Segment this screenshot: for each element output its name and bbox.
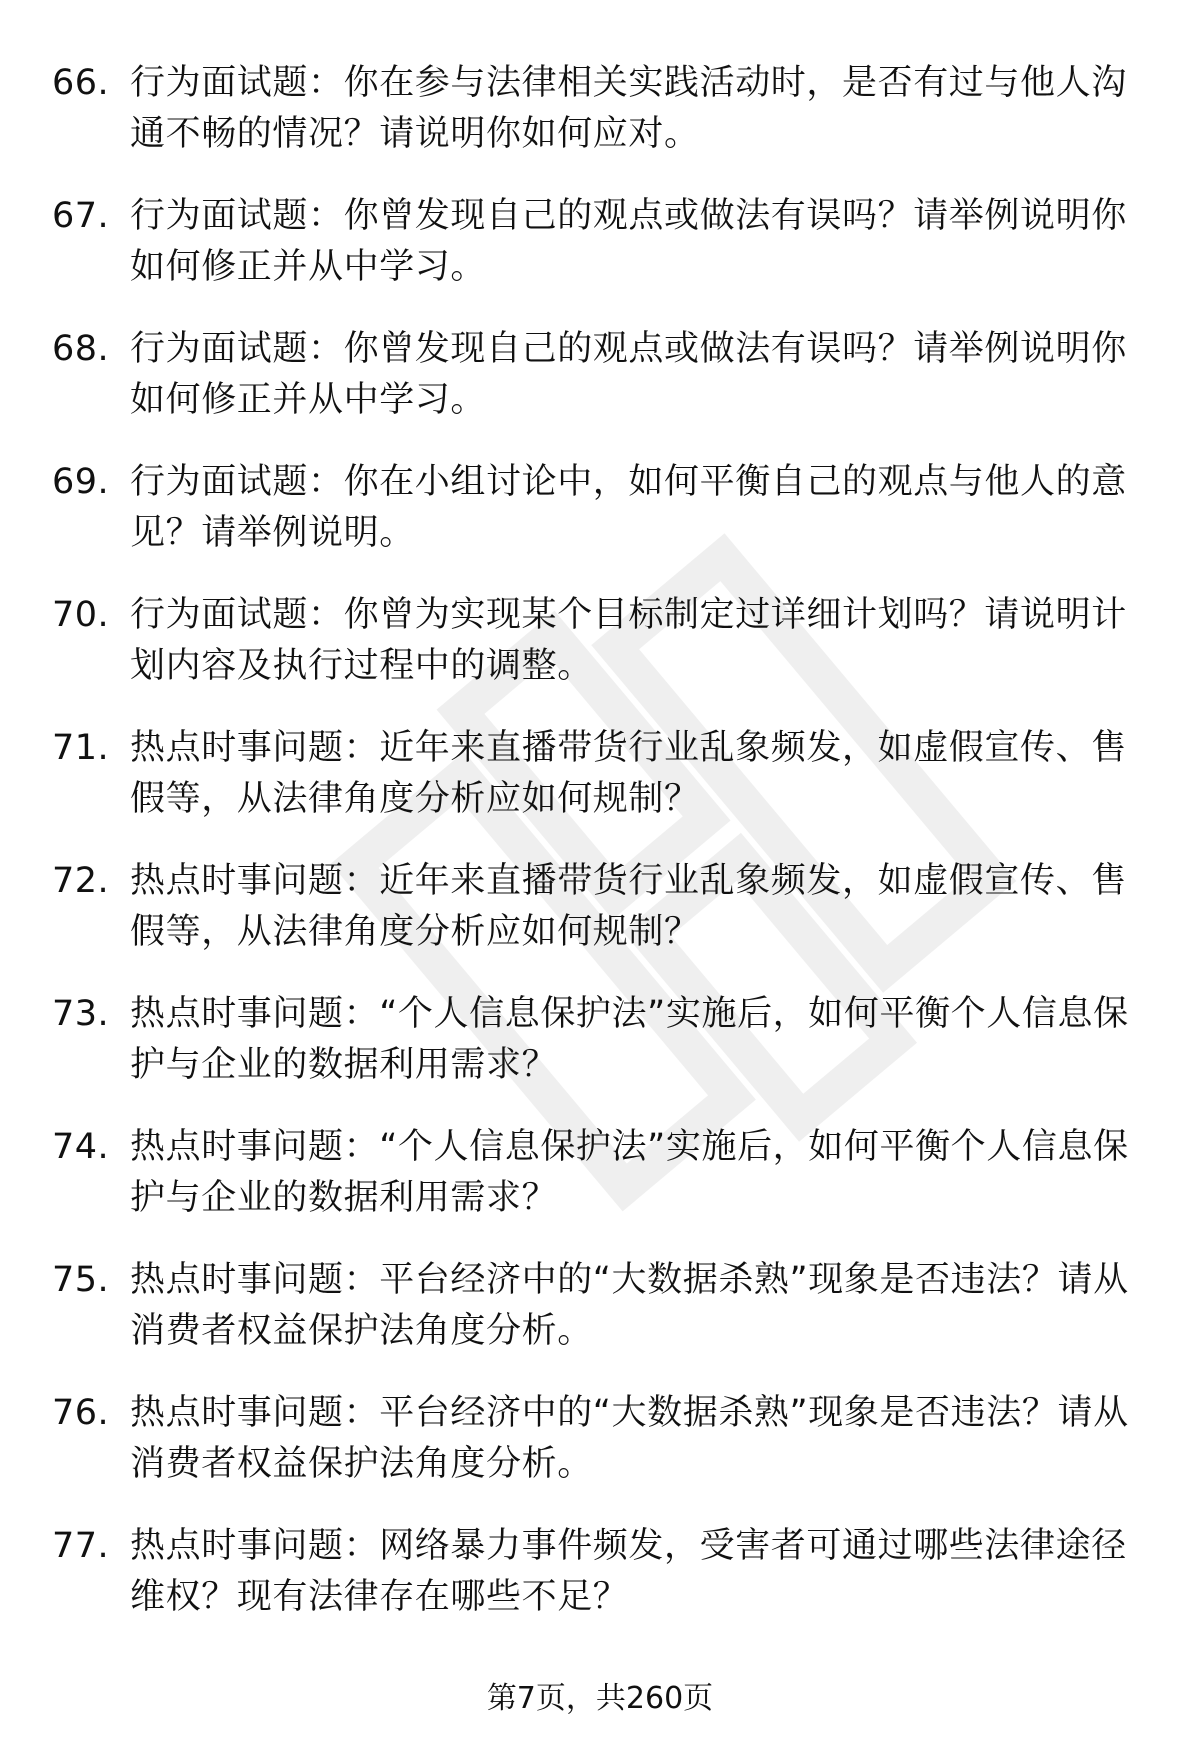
question-number: 66.	[52, 63, 110, 103]
question-text: 热点时事问题：“个人信息保护法”实施后，如何平衡个人信息保护与企业的数据利用需求？	[130, 1127, 1129, 1218]
question-text: 热点时事问题：平台经济中的“大数据杀熟”现象是否违法？请从消费者权益保护法角度分析。	[130, 1260, 1129, 1351]
question-text: 热点时事问题：网络暴力事件频发，受害者可通过哪些法律途径维权？现有法律存在哪些不足？	[130, 1526, 1127, 1617]
question-item	[52, 1521, 1152, 1654]
question-text: 行为面试题：你曾为实现某个目标制定过详细计划吗？请说明计划内容及执行过程中的调整。	[130, 595, 1127, 686]
question-number: 74.	[52, 1127, 110, 1167]
question-item	[52, 457, 1152, 590]
question-text: 热点时事问题：平台经济中的“大数据杀熟”现象是否违法？请从消费者权益保护法角度分析。	[130, 1393, 1129, 1484]
question-item	[52, 1122, 1152, 1255]
question-number: 77.	[52, 1526, 110, 1566]
page-footer	[0, 1679, 1200, 1719]
question-number: 70.	[52, 595, 110, 635]
question-number: 76.	[52, 1393, 110, 1433]
question-number: 71.	[52, 728, 110, 768]
question-item	[52, 856, 1152, 989]
question-text: 行为面试题：你曾发现自己的观点或做法有误吗？请举例说明你如何修正并从中学习。	[130, 329, 1127, 420]
question-item	[52, 989, 1152, 1122]
question-number: 69.	[52, 462, 110, 502]
question-number: 68.	[52, 329, 110, 369]
question-text: 行为面试题：你在参与法律相关实践活动时，是否有过与他人沟通不畅的情况？请说明你如何应对。	[130, 63, 1127, 154]
question-item	[52, 1388, 1152, 1521]
question-item	[52, 58, 1152, 191]
question-text: 热点时事问题：近年来直播带货行业乱象频发，如虚假宣传、售假等，从法律角度分析应如何规制？	[130, 861, 1127, 952]
question-text: 行为面试题：你在小组讨论中，如何平衡自己的观点与他人的意见？请举例说明。	[130, 462, 1127, 553]
question-number: 75.	[52, 1260, 110, 1300]
page-number-label: 第7页，共260页	[486, 1681, 714, 1716]
question-number: 72.	[52, 861, 110, 901]
question-text: 热点时事问题：近年来直播带货行业乱象频发，如虚假宣传、售假等，从法律角度分析应如何规制？	[130, 728, 1127, 819]
question-item	[52, 590, 1152, 723]
question-list	[52, 58, 1152, 1654]
question-number: 73.	[52, 994, 110, 1034]
question-number: 67.	[52, 196, 110, 236]
question-item	[52, 723, 1152, 856]
question-text: 热点时事问题：“个人信息保护法”实施后，如何平衡个人信息保护与企业的数据利用需求？	[130, 994, 1129, 1085]
question-item	[52, 324, 1152, 457]
question-text: 行为面试题：你曾发现自己的观点或做法有误吗？请举例说明你如何修正并从中学习。	[130, 196, 1127, 287]
question-item	[52, 191, 1152, 324]
question-item	[52, 1255, 1152, 1388]
